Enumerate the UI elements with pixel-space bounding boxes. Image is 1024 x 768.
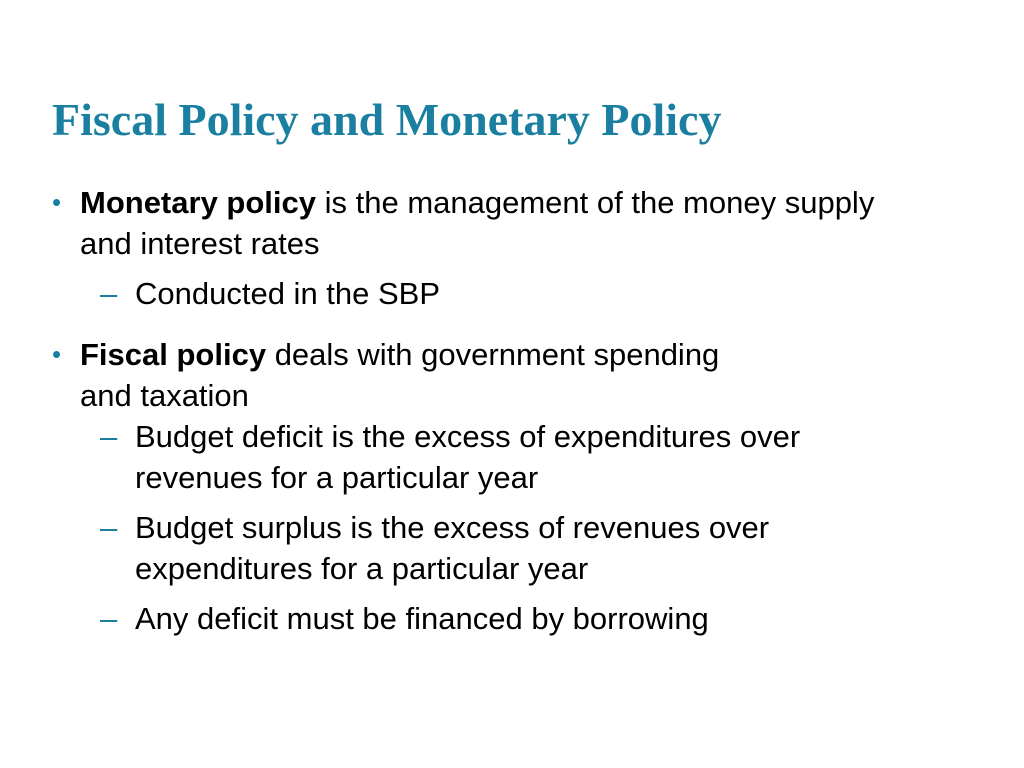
sub-marker: – bbox=[100, 510, 118, 545]
subitem-text bbox=[135, 510, 769, 586]
subitem-text: Conducted in the SBP bbox=[135, 276, 441, 311]
subitem-text: Any deficit must be financed by borrowing bbox=[135, 601, 709, 636]
slide-body bbox=[52, 182, 992, 639]
bullet-monetary-policy bbox=[52, 182, 992, 264]
bullet-text-line1: deals with government spending bbox=[266, 337, 720, 372]
bullet-text bbox=[80, 337, 719, 413]
subitem-deficit-borrowing bbox=[52, 598, 992, 639]
subitem-line1: Budget deficit is the excess of expenditures over bbox=[135, 419, 801, 454]
bullet-text-line2: and interest rates bbox=[80, 226, 320, 261]
bullet-text-line2: and taxation bbox=[80, 378, 249, 413]
subitem-line2: expenditures for a particular year bbox=[135, 551, 589, 586]
sub-marker: – bbox=[100, 419, 118, 454]
bullet-fiscal-policy bbox=[52, 334, 992, 416]
bullet-marker: • bbox=[52, 187, 62, 217]
bullet-text bbox=[80, 185, 874, 261]
subitem-budget-deficit bbox=[52, 416, 992, 498]
subitem-conducted-in-sbp bbox=[52, 273, 992, 314]
subitem-line1: Budget surplus is the excess of revenues over bbox=[135, 510, 770, 545]
bullet-term: Fiscal policy bbox=[80, 337, 267, 372]
sub-marker: – bbox=[100, 276, 118, 311]
subitem-line2: revenues for a particular year bbox=[135, 460, 539, 495]
bullet-text-line1: is the management of the money supply bbox=[316, 185, 875, 220]
sub-marker: – bbox=[100, 601, 118, 636]
subitem-budget-surplus bbox=[52, 507, 992, 589]
subitem-text bbox=[135, 419, 800, 495]
bullet-marker: • bbox=[52, 339, 62, 369]
slide-title: Fiscal Policy and Monetary Policy bbox=[52, 94, 722, 145]
bullet-term: Monetary policy bbox=[80, 185, 316, 220]
